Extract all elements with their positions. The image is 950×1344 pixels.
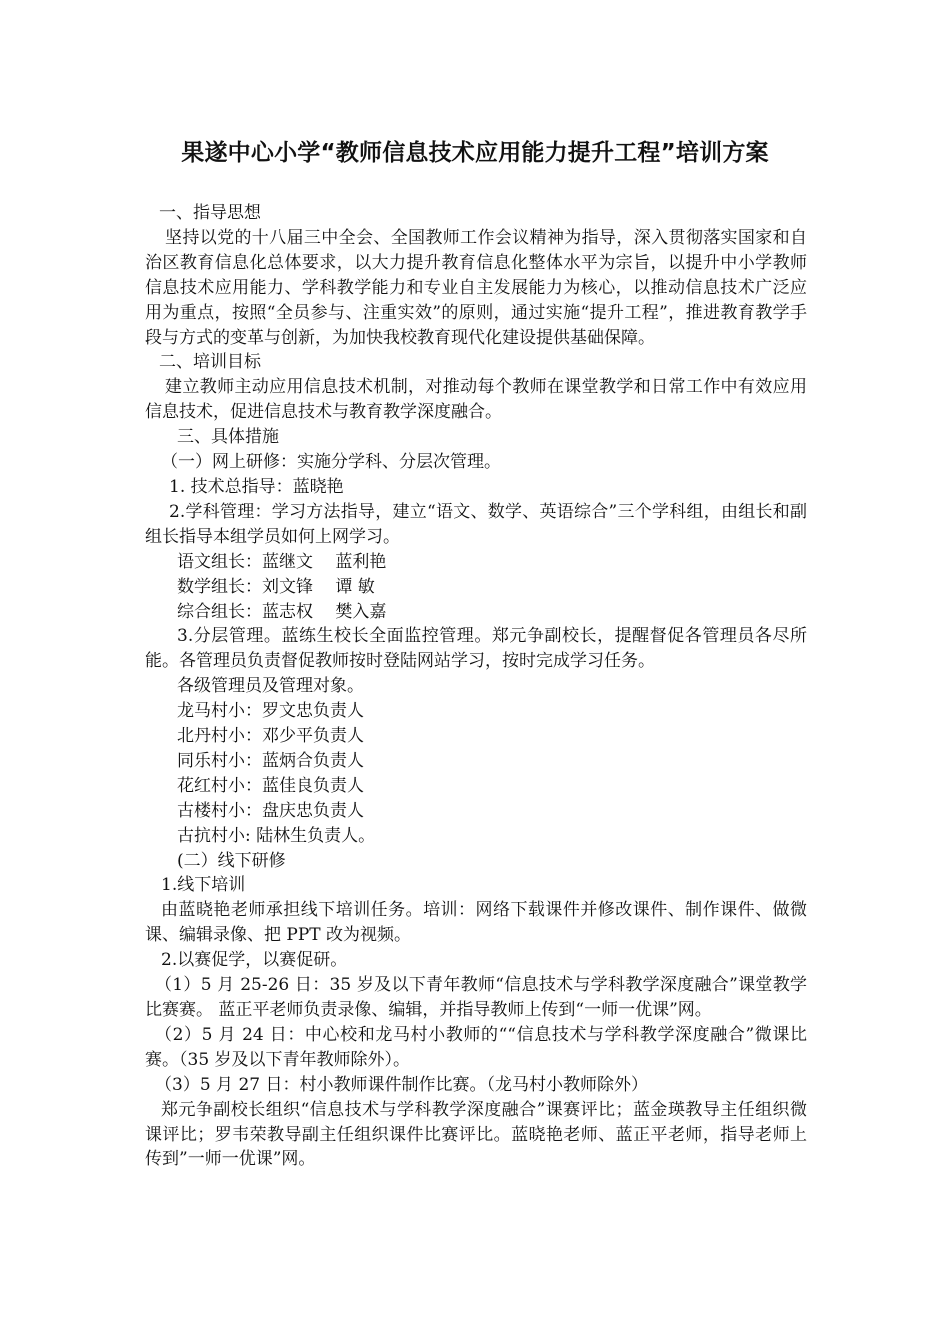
competition-2: （2）5 月 24 日：中心校和龙马村小教师的““信息技术与学科教学深度融合”微课比赛。（35 岁及以下青年教师除外）。 xyxy=(145,1024,807,1070)
document-body xyxy=(145,201,807,1172)
paragraph-evaluation: 郑元争副校长组织“信息技术与学科教学深度融合”课赛评比；蓝金瑛教导主任组织微课评比；罗韦荣教导副主任组织课件比赛评比。蓝晓艳老师、蓝正平老师，指导老师上传到”一师一优课”网。 xyxy=(145,1099,807,1170)
paragraph-training-goal: 建立教师主动应用信息技术机制，对推动每个教师在课堂教学和日常工作中有效应用信息技术，促进信息技术与教育教学深度融合。 xyxy=(145,377,807,423)
competition-1: （1）5 月 25-26 日：35 岁及以下青年教师“信息技术与学科教学深度融合”课堂教学比赛赛。 蓝正平老师负责录像、编辑，并指导教师上传到“一师一优课”网。 xyxy=(145,975,807,1020)
section-heading-measures: 三、具体措施 xyxy=(177,427,279,448)
section-heading-guiding-ideology: 一、指导思想 xyxy=(159,203,261,223)
managers-heading: 各级管理员及管理对象。 xyxy=(177,676,364,697)
document-title: 果遂中心小学“教师信息技术应用能力提升工程”培训方案 xyxy=(181,140,769,166)
item-tiered-management: 3.分层管理。蓝练生校长全面监控管理。郑元争副校长，提醒督促各管理员各尽所能。各管理员负责督促教师按时登陆网站学习，按时完成学习任务。 xyxy=(145,626,807,672)
manager-gulou: 古楼村小：盘庆忠负责人 xyxy=(177,800,364,821)
paragraph-offline-training: 由蓝晓艳老师承担线下培训任务。培训：网络下载课件并修改课件、制作课件、做微课、编辑录像、把 PPT 改为视频。 xyxy=(145,900,807,946)
item-competitions: 2.以赛促学，以赛促研。 xyxy=(161,950,348,971)
group-leader-math: 数学组长：刘文锋 谭 敏 xyxy=(177,576,375,597)
manager-gukang: 古抗村小: 陆林生负责人。 xyxy=(177,825,376,846)
manager-longma: 龙马村小：罗文忠负责人 xyxy=(177,701,364,722)
group-leader-general: 综合组长：蓝志权 樊入嘉 xyxy=(177,601,387,622)
manager-tongle: 同乐村小：蓝炳合负责人 xyxy=(177,750,364,771)
group-leader-chinese: 语文组长：蓝继文 蓝利艳 xyxy=(177,551,387,572)
subheading-offline-study: (二）线下研修 xyxy=(177,850,286,871)
section-heading-training-goal: 二、培训目标 xyxy=(159,352,261,373)
item-offline-training: 1.线下培训 xyxy=(161,875,246,896)
manager-huahong: 花红村小：蓝佳良负责人 xyxy=(177,775,364,796)
paragraph-guiding-ideology: 坚持以党的十八届三中全会、全国教师工作会议精神为指导，深入贯彻落实国家和自治区教育信息化总体要求，以大力提升教育信息化整体水平为宗旨，以提升中小学教师信息技术应用能力、学科教学能力和专业自主发展能力为核心，以推动信息技术广泛应用为重点，按照“全员参与、注重实效”的原则，通过实施“提升工程”，推进教育教学手段与方式的变革与创新，为加快我校教育现代化建设提供基础保障。 xyxy=(145,227,807,348)
subheading-online-study: （一）网上研修：实施分学科、分层次管理。 xyxy=(161,452,501,473)
competition-3: （3）5 月 27 日：村小教师课件制作比赛。（龙马村小教师除外） xyxy=(155,1074,648,1095)
item-subject-management: 2.学科管理：学习方法指导，建立“语文、数学、英语综合”三个学科组，由组长和副组长指导本组学员如何上网学习。 xyxy=(145,501,807,547)
manager-beidan: 北丹村小：邓少平负责人 xyxy=(177,726,364,747)
item-technical-guide: 1. 技术总指导：蓝晓艳 xyxy=(169,476,344,497)
